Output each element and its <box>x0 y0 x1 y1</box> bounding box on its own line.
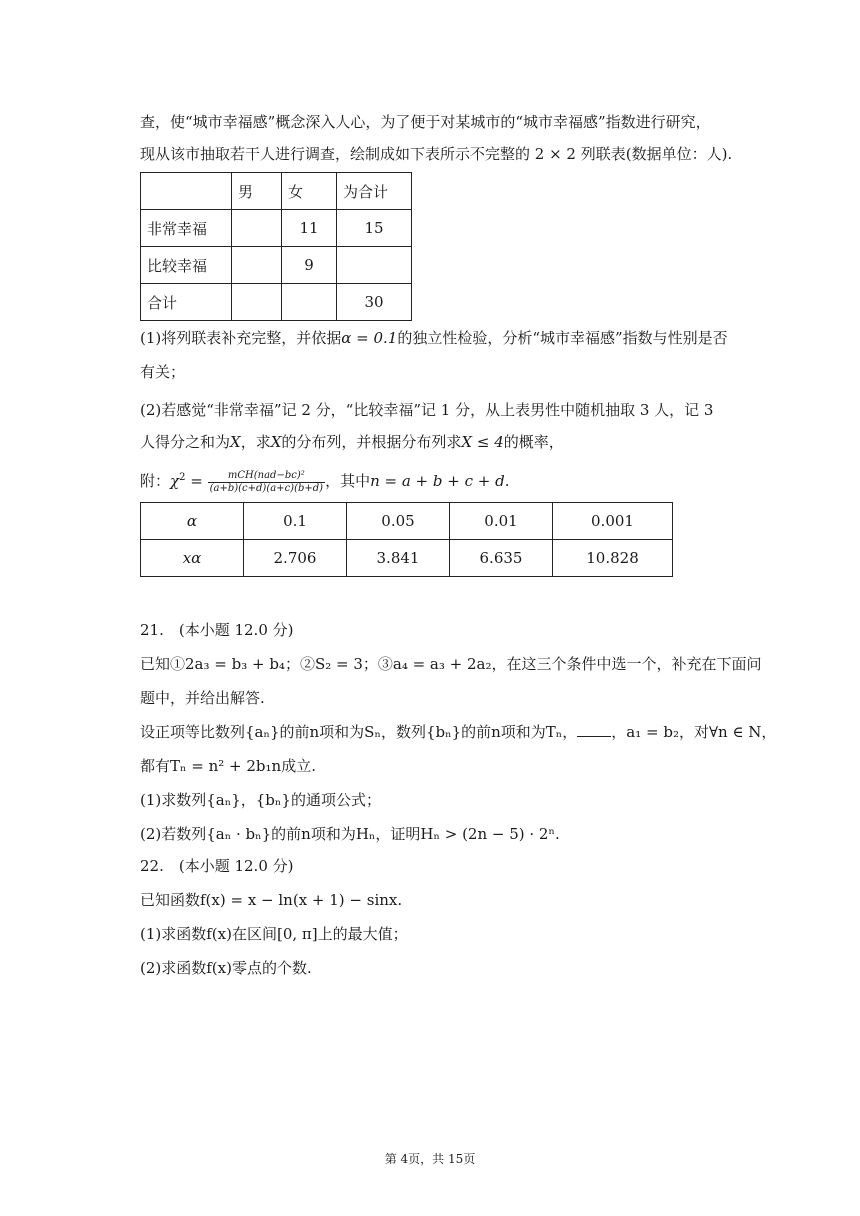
text: (1)将列联表补充完整，并依据 <box>140 329 342 347</box>
text: 人得分之和为 <box>140 433 231 451</box>
fraction-numerator: mCH(nad−bc)² <box>208 470 325 483</box>
table-cell: 为合计 <box>337 173 412 210</box>
q21-line2: 题中，并给出解答. <box>140 689 265 707</box>
table-cell: 男 <box>232 173 282 210</box>
var-x: X <box>230 433 241 451</box>
q21-title: 21. (本小题 12.0 分) <box>140 621 294 639</box>
table-cell: 0.05 <box>347 503 450 540</box>
table-cell <box>337 247 412 284</box>
q20-part1-line1 <box>140 328 728 348</box>
table-row <box>141 210 412 247</box>
critical-value-table <box>140 502 673 577</box>
q21-line3 <box>140 722 776 742</box>
table-row <box>141 540 673 577</box>
q21-line6: (2)若数列{aₙ · bₙ}的前n项和为Hₙ，证明Hₙ > (2n − 5) · 2ⁿ. <box>140 825 560 843</box>
q21-line4: 都有Tₙ = n² + 2b₁n成立. <box>140 757 316 775</box>
table-cell <box>141 173 232 210</box>
q21-line5: (1)求数列{aₙ}，{bₙ}的通项公式； <box>140 791 381 809</box>
table-cell: 0.01 <box>450 503 553 540</box>
q22-line2: (1)求函数f(x)在区间[0, π]上的最大值； <box>140 925 408 943</box>
q21-line1: 已知①2a₃ = b₃ + b₄；②S₂ = 3；③a₄ = a₃ + 2a₂，在这三个条件中选一个，补充在下面问 <box>140 655 762 673</box>
q20-part2-line2 <box>140 432 564 452</box>
table-header-row <box>141 173 412 210</box>
q22-title: 22. (本小题 12.0 分) <box>140 857 294 875</box>
table-cell: 女 <box>282 173 337 210</box>
q22-line3: (2)求函数f(x)零点的个数. <box>140 959 312 977</box>
appendix-formula-line: 附：$\chi^2$ = $\frac{\text{mCH(nad−bc)²}}{(a+b)(c+d)(a+c)(b+d)}$ ，其中n = a + b + c + d. <box>140 469 510 494</box>
contingency-table <box>140 172 412 321</box>
text: 的分布列，并根据分布列求 <box>281 433 462 451</box>
table-cell: 3.841 <box>347 540 450 577</box>
table-cell: 0.001 <box>553 503 673 540</box>
table-cell: 11 <box>282 210 337 247</box>
text: 的概率， <box>503 433 564 451</box>
var-x: X <box>270 433 282 451</box>
table-cell: xα <box>141 540 244 577</box>
table-row <box>141 284 412 321</box>
table-cell: 0.1 <box>244 503 347 540</box>
n-formula: n = a + b + c + d <box>370 472 505 490</box>
table-cell: 2.706 <box>244 540 347 577</box>
text: ，a₁ = b₂，对∀n ∈ N， <box>611 723 777 741</box>
intro-line-2: 现从该市抽取若干人进行调查，绘制成如下表所示不完整的 2 × 2 列联表(数据单位：人). <box>140 145 733 163</box>
table-cell: 10.828 <box>553 540 673 577</box>
fill-blank <box>577 722 611 737</box>
table-cell <box>282 284 337 321</box>
intro-line-1: 查，使“城市幸福感”概念深入人心，为了便于对某城市的“城市幸福感”指数进行研究， <box>140 113 711 131</box>
table-cell: 6.635 <box>450 540 553 577</box>
table-cell <box>232 210 282 247</box>
table-cell: 非常幸福 <box>141 210 232 247</box>
table-row <box>141 503 673 540</box>
condition-formula: X ≤ 4 <box>461 433 504 451</box>
q20-part1-line2: 有关； <box>140 363 186 381</box>
chi-symbol: χ <box>170 472 180 490</box>
q22-line1: 已知函数f(x) = x − ln(x + 1) − sinx. <box>140 891 403 909</box>
q20-part2-line1: (2)若感觉“非常幸福”记 2 分，“比较幸福”记 1 分，从上表男性中随机抽取 3 人，记 3 <box>140 401 714 419</box>
table-cell: 9 <box>282 247 337 284</box>
alpha-formula: α = 0.1 <box>341 329 398 347</box>
page-footer: 第 4页，共 15页 <box>384 1152 476 1166</box>
text: ，其中 <box>325 472 371 490</box>
table-cell: 30 <box>337 284 412 321</box>
table-cell <box>232 247 282 284</box>
table-cell: 合计 <box>141 284 232 321</box>
text: . <box>504 472 510 490</box>
text: ，求 <box>240 433 271 451</box>
fraction-denominator: (a+b)(c+d)(a+c)(b+d) <box>209 482 324 494</box>
table-cell: 15 <box>337 210 412 247</box>
table-cell <box>232 284 282 321</box>
chi-square-fraction <box>208 470 325 495</box>
table-row <box>141 247 412 284</box>
text: 的独立性检验，分析“城市幸福感”指数与性别是否 <box>397 329 728 347</box>
table-cell: α <box>141 503 244 540</box>
text: 设正项等比数列{aₙ}的前n项和为Sₙ，数列{bₙ}的前n项和为Tₙ， <box>140 723 578 741</box>
text: 附： <box>140 472 171 490</box>
table-cell: 比较幸福 <box>141 247 232 284</box>
